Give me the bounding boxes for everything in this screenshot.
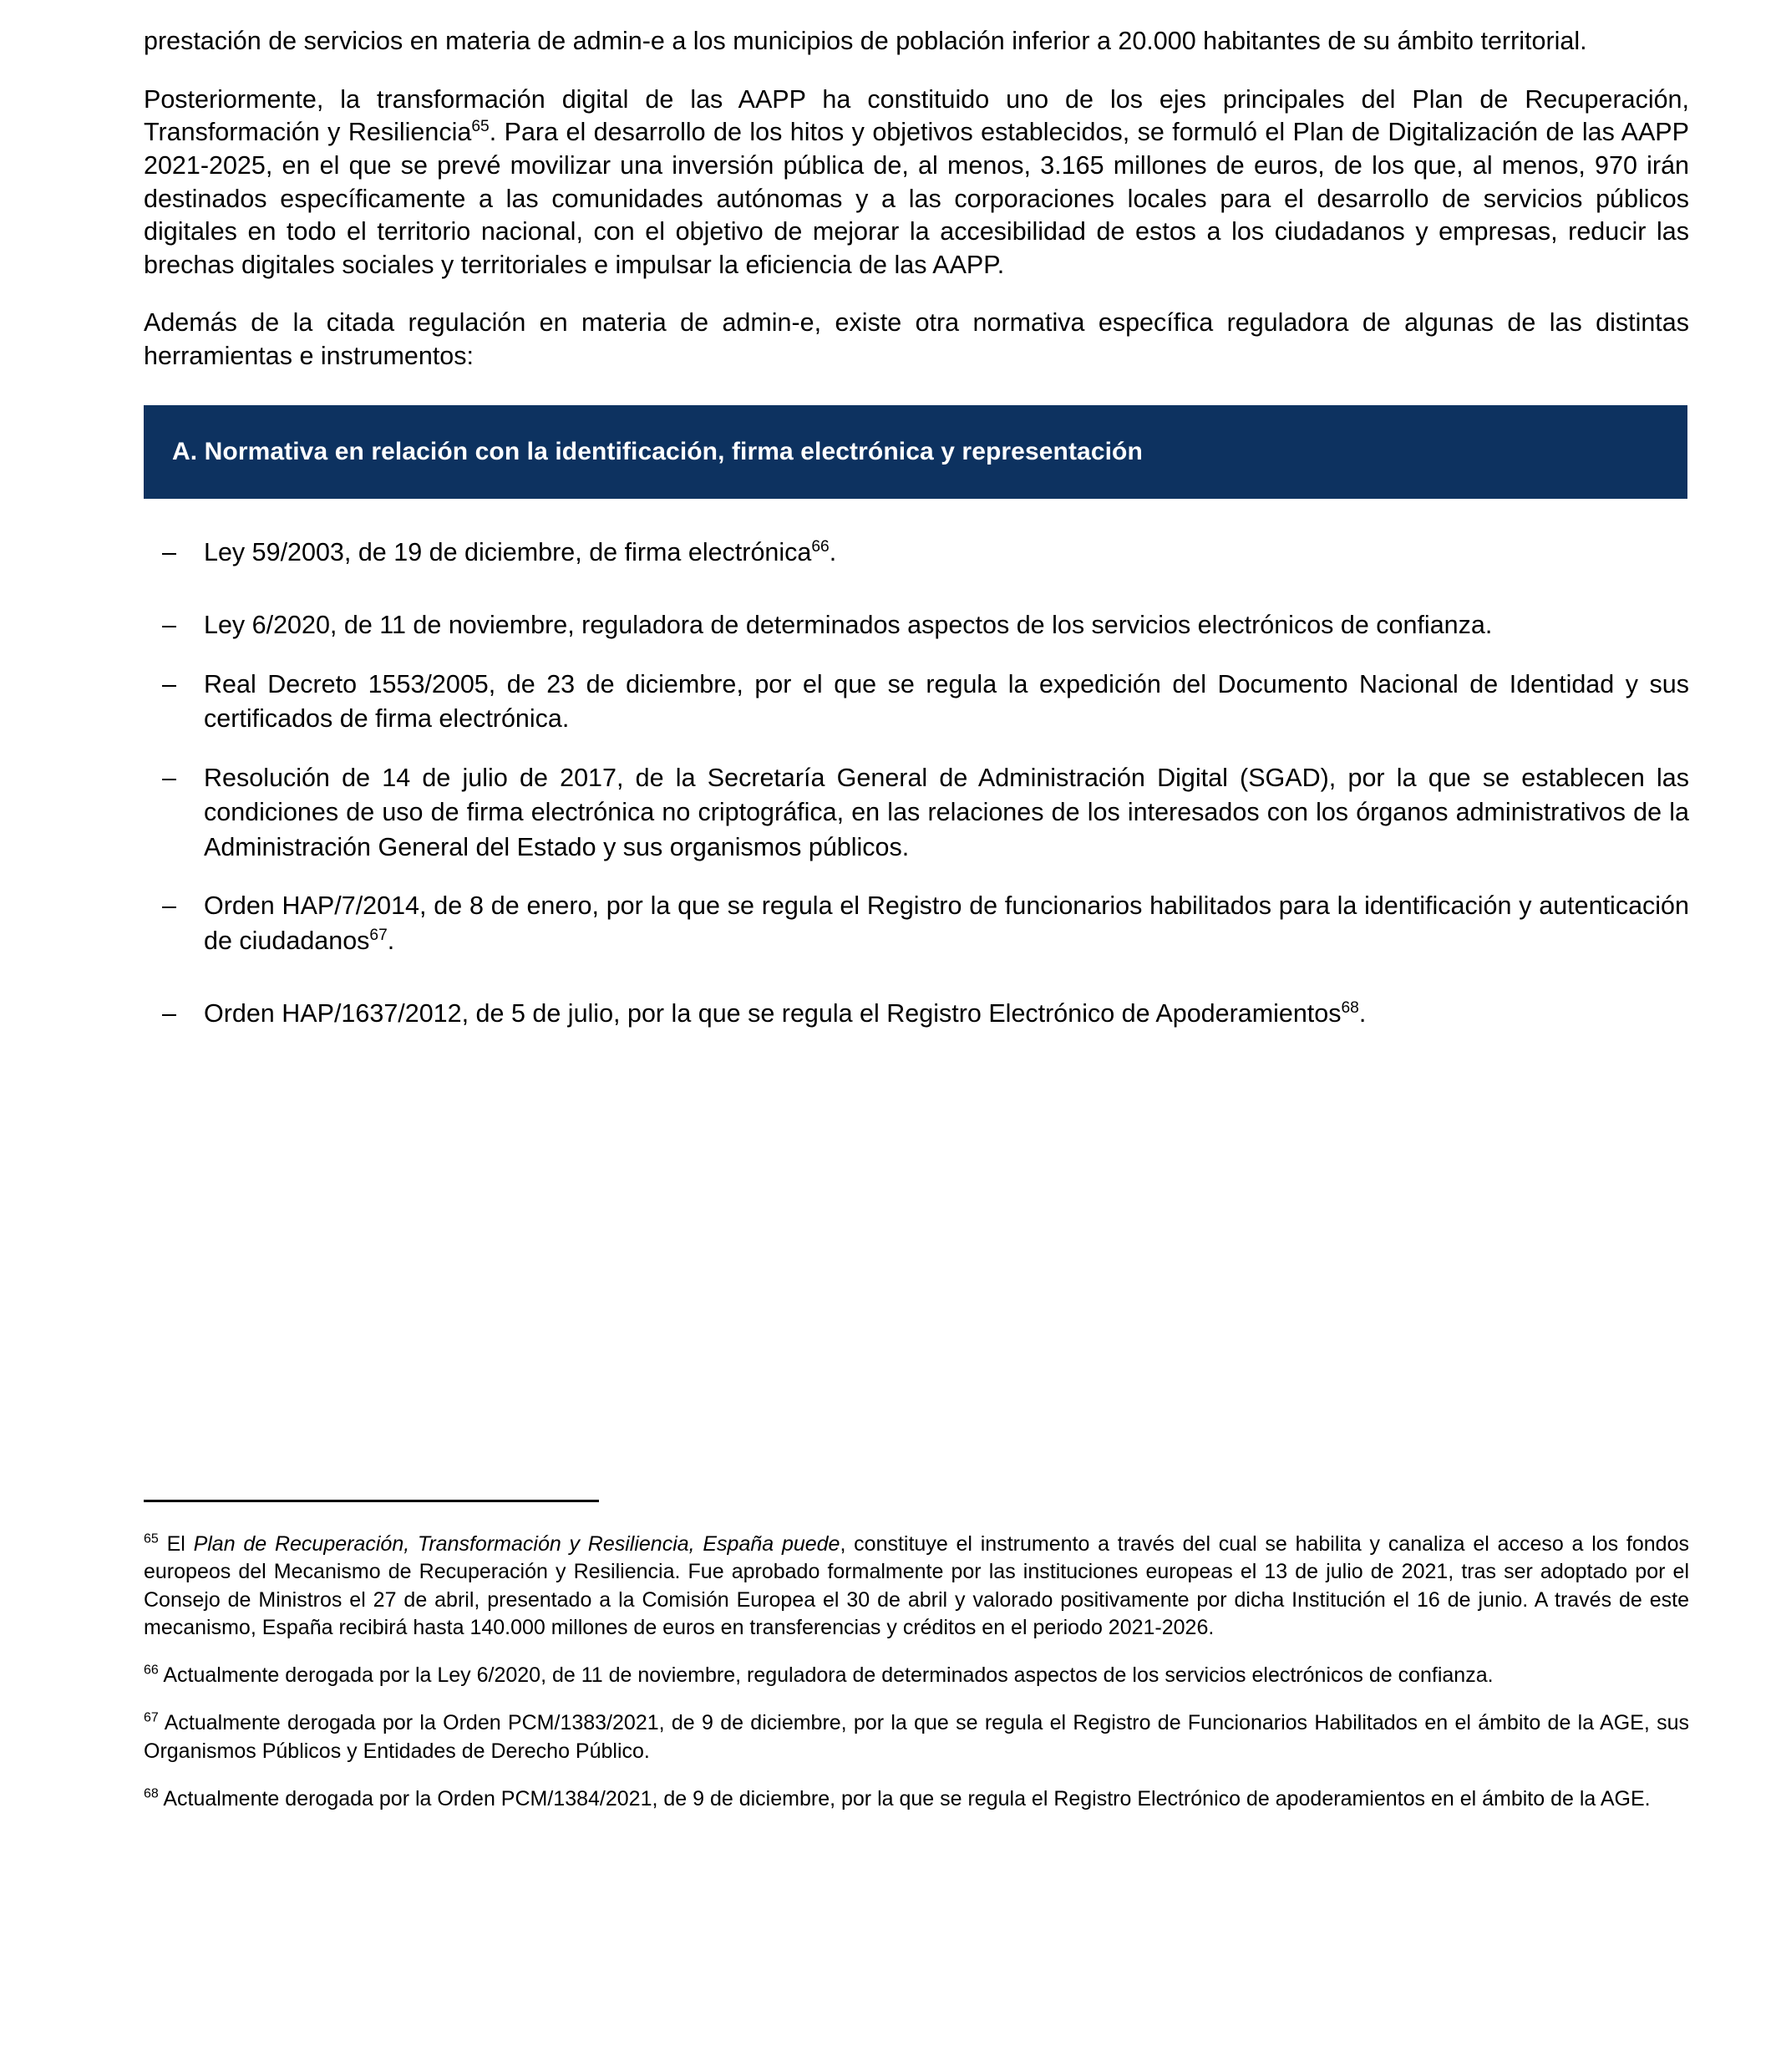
footnote-number: 66	[144, 1663, 159, 1678]
footnote-body-text: , constituye el instrumento a través del cual se habilita y canaliza el acceso a los fondos europeos del Mecanismo de Recuperación y Resiliencia. Fue aprobado formalmente por las instituciones europeas el 13 de julio de 2021, tras ser adoptado por el Consejo de Ministros el 27 de abril, presentado a la Comisión Europea el 30 de abril y valorado positivamente por dicha Institución el 16 de junio. A través de este mecanismo, España recibirá hasta 140.000 millones de euros en transferencias y créditos en el periodo 2021-2026.	[144, 1532, 1689, 1639]
list-item-orden-hap-7-2014	[144, 889, 1689, 958]
paragraph-posteriormente-text-after-ref: . Para el desarrollo de los hitos y objetivos establecidos, se formuló el Plan de Digitalización de las AAPP 2021-2025, en el que se prevé movilizar una inversión pública de, al menos, 3.165 millones de euros, de los que, al menos, 970 irán destinados específicamente a las comunidades autónomas y a las corporaciones locales para el desarrollo de servicios públicos digitales en todo el territorio nacional, con el objetivo de mejorar la accesibilidad de estos a los ciudadanos y empresas, reducir las brechas digitales sociales y territoriales e impulsar la eficiencia de las AAPP.	[144, 118, 1689, 279]
footnote-number: 68	[144, 1786, 159, 1801]
list-marker: –	[162, 763, 176, 792]
footnote-ref-67[interactable]: 67	[369, 926, 388, 944]
footnote-number: 65	[144, 1531, 159, 1546]
list-marker: –	[162, 611, 176, 640]
footnote-zone	[144, 1500, 1689, 1813]
paragraph-continuation-text: prestación de servicios en materia de admin-e a los municipios de población inferior a 20.000 habitantes de su ámbito territorial.	[144, 27, 1587, 55]
list-marker: –	[162, 537, 176, 566]
footnote-66	[144, 1662, 1689, 1689]
list-item-text-after-ref: .	[387, 926, 395, 955]
list-marker: –	[162, 669, 176, 698]
footnote-68	[144, 1785, 1689, 1813]
footnote-lead-text: El	[166, 1532, 194, 1556]
paragraph-ademas	[144, 307, 1689, 373]
list-item-text: Resolución de 14 de julio de 2017, de la Secretaría General de Administración Digital (SGAD), por la que se establecen las condiciones de uso de firma electrónica no criptográfica, en las relaciones de los interesados con los órganos administrativos de la Administración General del Estado y sus organismos públicos.	[204, 763, 1689, 861]
normativa-list	[144, 536, 1689, 1032]
footnote-body-text: Actualmente derogada por la Orden PCM/1383/2021, de 9 de diciembre, por la que se regula el Registro de Funcionarios Habilitados en el ámbito de la AGE, sus Organismos Públicos y Entidades de Derecho Público.	[144, 1711, 1689, 1763]
footnote-65	[144, 1531, 1689, 1642]
list-item-ley-59-2003	[144, 536, 1689, 570]
paragraph-continuation	[144, 25, 1689, 58]
section-banner-normativa-identificacion	[144, 405, 1687, 499]
list-marker: –	[162, 998, 176, 1028]
list-item-text-after-ref: .	[829, 537, 837, 566]
list-item-text-before-ref: Orden HAP/7/2014, de 8 de enero, por la que se regula el Registro de funcionarios habilitados para la identificación y autenticación de ciudadanos	[204, 891, 1689, 955]
section-banner-label: A. Normativa en relación con la identificación, firma electrónica y representación	[172, 437, 1143, 465]
footnote-ref-68[interactable]: 68	[1341, 998, 1359, 1017]
paragraph-ademas-text: Además de la citada regulación en materia de admin-e, existe otra normativa específica reguladora de algunas de las distintas herramientas e instrumentos:	[144, 308, 1689, 371]
list-item-resolucion-2017	[144, 761, 1689, 865]
footnote-ref-66[interactable]: 66	[811, 537, 830, 556]
list-item-text	[204, 997, 1689, 1031]
list-item-text	[204, 536, 1689, 570]
list-item-text-before-ref: Ley 59/2003, de 19 de diciembre, de firma electrónica	[204, 537, 812, 566]
list-item-text-after-ref: .	[1358, 998, 1367, 1028]
footnote-ref-65[interactable]: 65	[471, 118, 490, 136]
paragraph-posteriormente	[144, 84, 1689, 282]
footnote-italic-title: Plan de Recuperación, Transformación y Resiliencia, España puede	[193, 1532, 840, 1556]
list-item-text-before-ref: Orden HAP/1637/2012, de 5 de julio, por la que se regula el Registro Electrónico de Apoderamientos	[204, 998, 1342, 1028]
footnote-body-text: Actualmente derogada por la Orden PCM/1384/2021, de 9 de diciembre, por la que se regula el Registro Electrónico de apoderamientos en el ámbito de la AGE.	[163, 1786, 1651, 1810]
list-item-text: Real Decreto 1553/2005, de 23 de diciembre, por el que se regula la expedición del Documento Nacional de Identidad y sus certificados de firma electrónica.	[204, 669, 1689, 734]
paragraph-posteriormente-text-before-ref: Posteriormente, la transformación digital de las AAPP ha constituido uno de los ejes principales del Plan de Recuperación, Transformación y Resiliencia	[144, 84, 1689, 147]
list-item-text: Ley 6/2020, de 11 de noviembre, reguladora de determinados aspectos de los servicios electrónicos de confianza.	[204, 611, 1493, 640]
page-body-content	[144, 25, 1689, 1055]
list-item-text	[204, 889, 1689, 958]
list-item-rd-1553-2005	[144, 668, 1689, 737]
footnote-separator-rule	[144, 1500, 599, 1502]
list-item-orden-hap-1637-2012	[144, 997, 1689, 1031]
footnote-body-text: Actualmente derogada por la Ley 6/2020, de 11 de noviembre, reguladora de determinados aspectos de los servicios electrónicos de confianza.	[163, 1663, 1494, 1687]
footnote-number: 67	[144, 1710, 159, 1725]
list-item-ley-6-2020	[144, 608, 1689, 642]
list-marker: –	[162, 891, 176, 921]
footnote-67	[144, 1709, 1689, 1765]
